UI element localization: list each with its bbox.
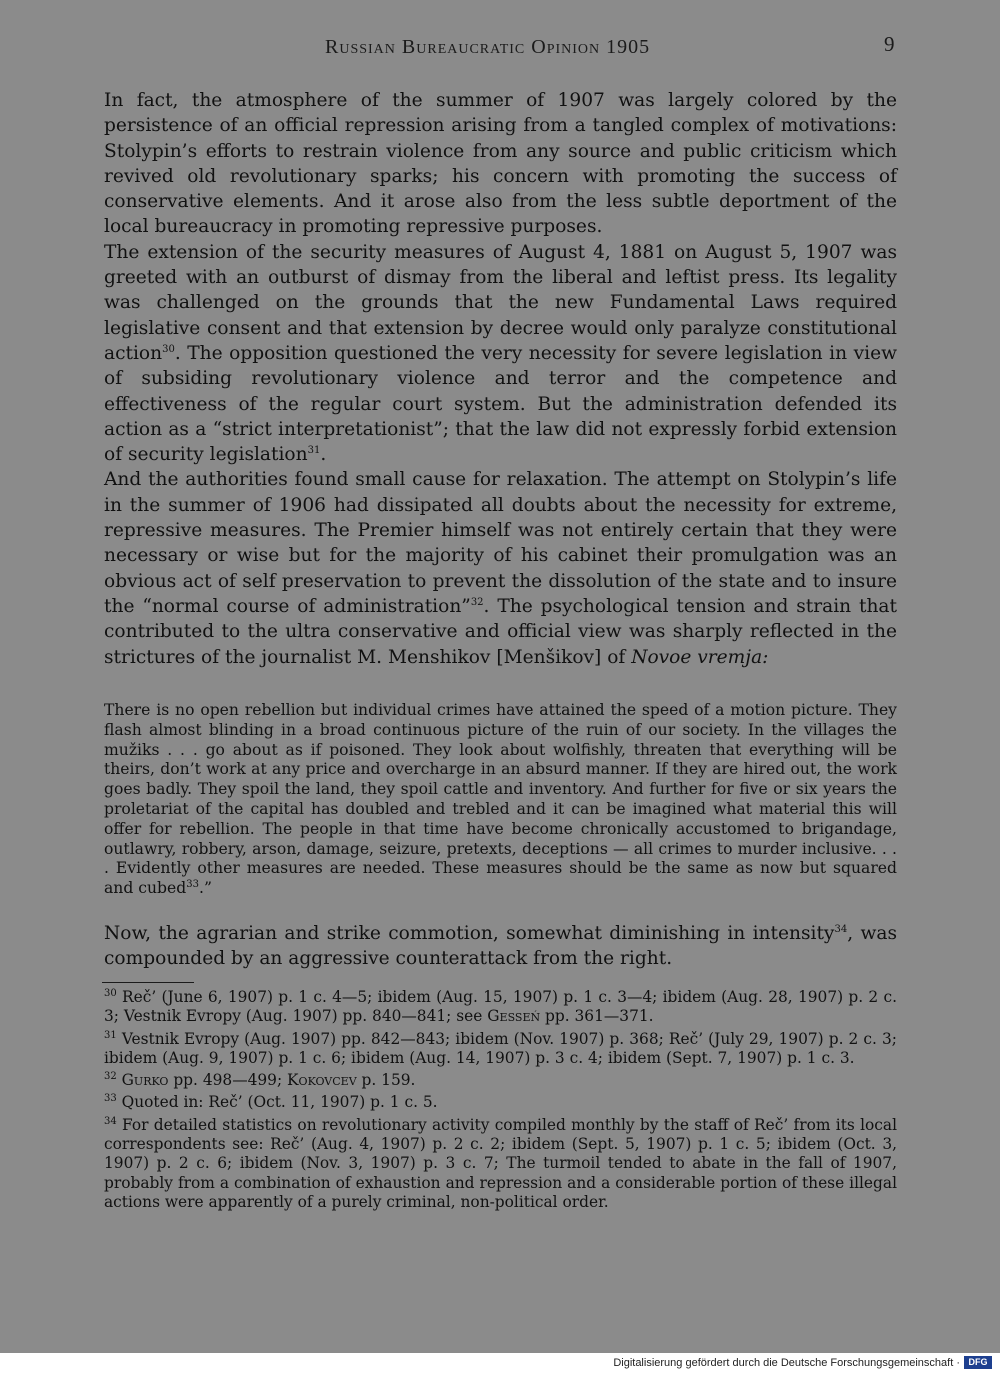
running-header-title: Russian Bureaucratic Opinion 1905 [325, 36, 651, 58]
footnote-34: $^{34}$ For detailed statistics on revolutionary activity compiled monthly by the staff of Reč’ from its local correspondents see: Reč’ (Aug. 4, 1907) p. 2 c. 2; ibidem (Sept. 5, 1907) p. 1 c. 5; ibidem (Oct. 3, 1907) p. 2 c. 6; ibidem (Nov. 3, 1907) p. 3 c. 7; The turmoil tended to abate in the fall of 1907, probably from a combination of exhaustion and repression and a considerable portion of these illegal actions were apparently of a purely criminal, non-political order. [104, 1115, 897, 1211]
paragraph-2: The extension of the security measures of August 4, 1881 on August 5, 1907 was greeted with an outburst of dismay from the liberal and leftist press. Its legality was challenged on the grounds that the new Fundamental Laws required legislative consent and that extension by decree would only paralyze constitutional action$^{30}$. The opposition questioned the very necessity for severe legislation in view of subsiding revolutionary violence and terror and the competence and effectiveness of the regular court system. But the administration defended its action as a “strict interpretationist”; that the law did not expressly forbid extension of security legislation$^{31}$. [104, 241, 897, 466]
footnote-30: $^{30}$ Reč’ (June 6, 1907) p. 1 c. 4—5; ibidem (Aug. 15, 1907) p. 1 c. 3—4; ibidem (Aug. 28, 1907) p. 2 c. 3; Vestnik Evropy (Aug. 1907) pp. 840—841; see Gesseń pp. 361—371. [104, 987, 897, 1026]
footnote-ref-30: 30 [162, 343, 175, 355]
footnote-32: $^{32}$ Gurko pp. 498—499; Kokovcev p. 159. [104, 1071, 416, 1090]
footnote-divider [102, 982, 194, 983]
page-number: 9 [884, 32, 895, 56]
footnote-31: $^{31}$ Vestnik Evropy (Aug. 1907) pp. 842—843; ibidem (Nov. 1907) p. 368; Reč’ (July 29, 1907) p. 2 c. 3; ibidem (Aug. 9, 1907) p. 1 c. 6; ibidem (Aug. 14, 1907) p. 3 c. 4; ibidem (Sept. 7, 1907) p. 1 c. 3. [104, 1029, 897, 1067]
main-text [104, 88, 897, 670]
paragraph-3: And the authorities found small cause for relaxation. The attempt on Stolypin’s life in the summer of 1906 had dissipated all doubts about the necessity for extreme, repressive measures. The Premier himself was not entirely certain that they were necessary or wise but for the majority of his cabinet their promulgation was an obvious act of self preservation to prevent the dissolution of the state and to insure the “normal course of administration”$^{32}$. The psychological tension and strain that contributed to the ultra conservative and official view was sharply reflected in the strictures of the journalist M. Menshikov [Menšikov] of Novoe vremja: [104, 469, 897, 668]
closing-paragraph: Now, the agrarian and strike commotion, somewhat diminishing in intensity$^{34}$, was compounded by an aggressive counterattack from the right. [104, 923, 897, 970]
funding-credit: Digitalisierung gefördert durch die Deutsche Forschungsgemeinschaft · [613, 1357, 960, 1369]
dfg-logo: DFG [964, 1356, 992, 1369]
footnotes [104, 988, 897, 1215]
digitization-footer [0, 1353, 1000, 1373]
block-quote: There is no open rebellion but individual crimes have attained the speed of a motion picture. They flash almost blinding in a broad continuous picture of the ruin of our society. In the villages the mužiks . . . go about as if poisoned. They look about wolfishly, threaten that everything will be theirs, don’t work at any price and overcharge in an absurd manner. If they are hired out, the work goes badly. They spoil the land, they spoil cattle and inventory. And further for five or six years the proletariat of the capital has doubled and trebled and it can be imagined what material this will offer for rebellion. The people in that time have become chronically accustomed to brigandage, outlawry, robbery, arson, damage, seizure, pretexts, deceptions — all crimes to murder inclusive. . . . Evidently other measures are needed. These measures should be the same as now but squared and cubed$^{33}$.” [104, 701, 897, 898]
footnote-ref-31: 31 [307, 444, 321, 456]
newspaper-title: Novoe vremja: [631, 646, 769, 668]
footnote-ref-32: 32 [470, 596, 484, 608]
footnote-ref-34: 34 [834, 923, 848, 935]
footnote-33: $^{33}$ Quoted in: Reč’ (Oct. 11, 1907) p. 1 c. 5. [104, 1093, 438, 1112]
paragraph-1: In fact, the atmosphere of the summer of 1907 was largely colored by the persistence of an official repression arising from a tangled complex of motivations: Stolypin’s efforts to restrain violence from any source and public criticism which revived old revolutionary sparks; his concern with promoting the success of conservative elements. And it arose also from the less subtle deportment of the local bureaucracy in promoting repressive purposes. [104, 90, 897, 238]
footnote-ref-33: 33 [186, 878, 199, 890]
